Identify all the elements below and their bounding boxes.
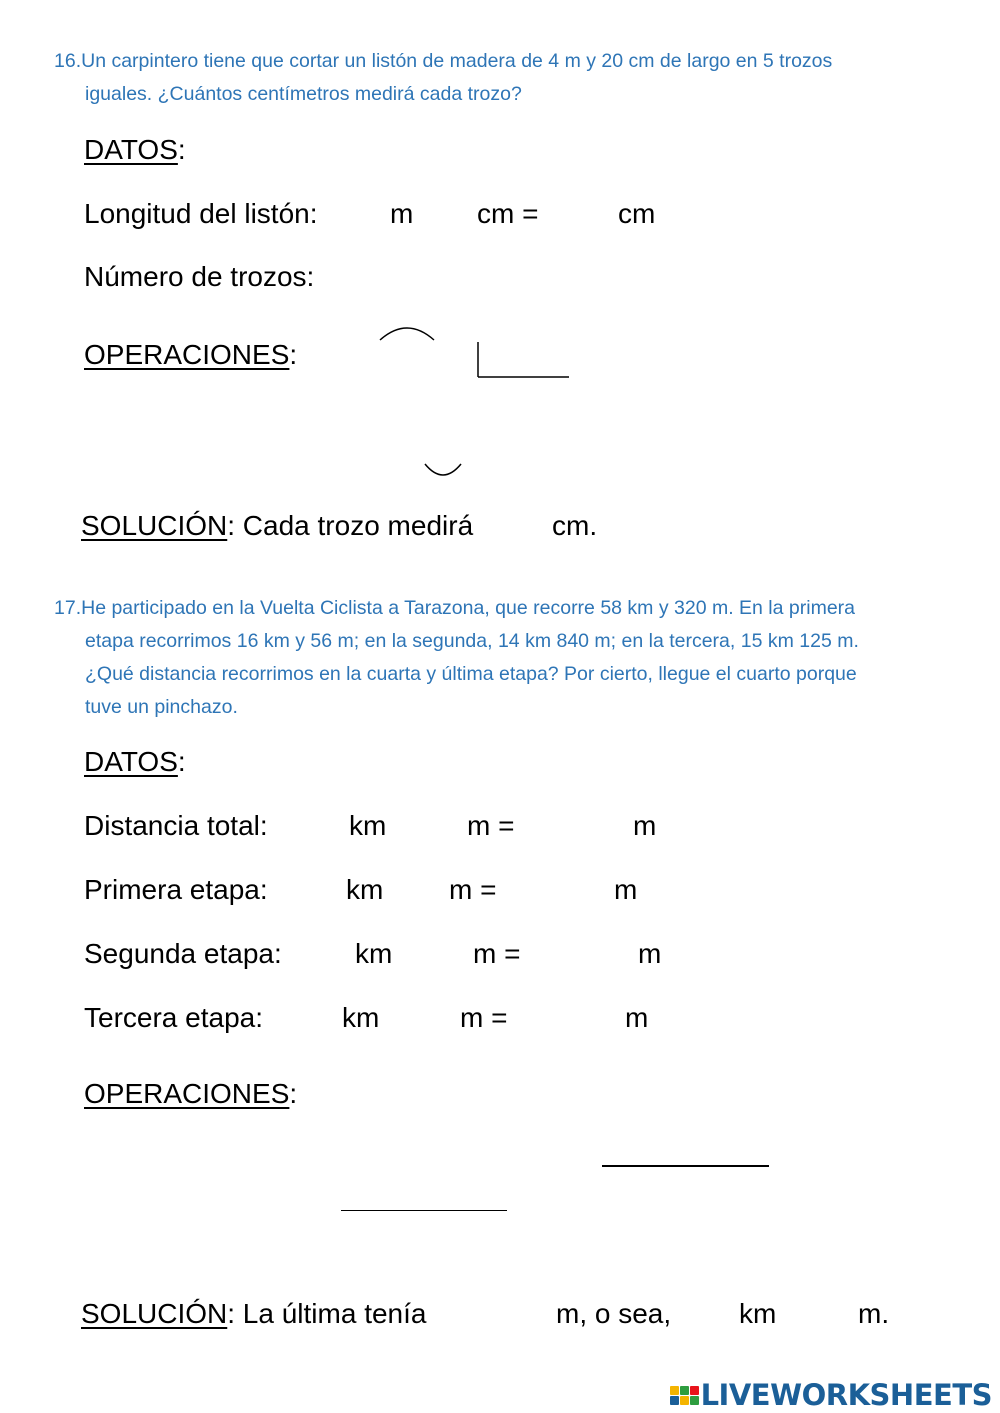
q17-row-m-eq: m =: [467, 810, 515, 841]
q17-solucion-rest-input[interactable]: [786, 1298, 852, 1332]
q17-row-m-eq: m =: [449, 874, 497, 905]
arc-top: [380, 328, 434, 340]
q16-datos-heading: [84, 134, 186, 166]
q16-solucion: [81, 510, 473, 542]
q16-trozos-label: Número de trozos:: [84, 261, 315, 292]
q17-statement: [54, 597, 855, 620]
logo-square: [690, 1396, 699, 1405]
q16-solucion-input[interactable]: [495, 510, 547, 544]
q16-solucion-unit: cm.: [552, 510, 598, 541]
q17-row-label: Segunda etapa:: [84, 938, 282, 969]
q17-row-m: m: [625, 1002, 649, 1033]
q17-row-label: Tercera etapa:: [84, 1002, 263, 1033]
q17-line4: tuve un pinchazo.: [85, 696, 238, 718]
q17-row-label: Primera etapa:: [84, 874, 268, 905]
q16-solucion-label: SOLUCIÓN: [81, 510, 228, 541]
logo-square: [670, 1396, 679, 1405]
q17-datos-heading: [84, 746, 186, 778]
logo-square: [680, 1386, 689, 1395]
q16-operaciones-label: OPERACIONES: [84, 339, 290, 370]
q17-row-km: km: [355, 938, 393, 969]
q17-row1-km-input[interactable]: [296, 810, 344, 844]
q16-longitud-total-input[interactable]: [548, 198, 614, 232]
q17-row-m-eq: m =: [473, 938, 521, 969]
q16-statement: [54, 50, 832, 73]
q16-trozos-input[interactable]: [345, 261, 425, 295]
q17-operaciones-label: OPERACIONES: [84, 1078, 290, 1109]
q16-line1: Un carpintero tiene que cortar un listón de madera de 4 m y 20 cm de largo en 5 trozos: [81, 50, 833, 72]
liveworksheets-logo: [670, 1378, 992, 1412]
q17-row4-m-input[interactable]: [389, 1002, 455, 1036]
q17-row-label: Distancia total:: [84, 810, 268, 841]
q16-number: 16.: [54, 50, 82, 72]
colon: :: [177, 134, 186, 165]
q17-solucion-mid: m, o sea,: [556, 1298, 672, 1329]
q17-solucion-km-input[interactable]: [682, 1298, 734, 1332]
q16-unit-cm-eq: cm =: [477, 198, 539, 229]
q17-row3-total-input[interactable]: [533, 938, 633, 972]
q17-row3-m-input[interactable]: [402, 938, 468, 972]
q16-operaciones-heading: [84, 339, 297, 371]
q17-row-km: km: [349, 810, 387, 841]
q17-row2-m-input[interactable]: [393, 874, 445, 908]
q16-solucion-text: : Cada trozo medirá: [227, 510, 474, 541]
q17-row-m: m: [614, 874, 638, 905]
q17-solucion-label: SOLUCIÓN: [81, 1298, 228, 1329]
q17-solucion-km: km: [739, 1298, 777, 1329]
q17-row4-km-input[interactable]: [286, 1002, 338, 1036]
q17-row1-m-input[interactable]: [396, 810, 462, 844]
q17-row-km: km: [346, 874, 384, 905]
liveworksheets-logo-icon: [670, 1386, 699, 1405]
q17-row2-km-input[interactable]: [290, 874, 342, 908]
q17-row-m-eq: m =: [460, 1002, 508, 1033]
q17-row3-km-input[interactable]: [300, 938, 350, 972]
q16-unit-cm: cm: [618, 198, 656, 229]
logo-square: [670, 1386, 679, 1395]
q16-longitud-cm-input[interactable]: [425, 198, 473, 232]
q16-longitud-label: Longitud del listón:: [84, 198, 318, 229]
logo-square: [690, 1386, 699, 1395]
logo-square: [680, 1396, 689, 1405]
q17-row2-total-input[interactable]: [508, 874, 608, 908]
colon: :: [289, 1078, 298, 1109]
q17-row-m: m: [638, 938, 662, 969]
q17-subtraction-line-right: [602, 1165, 769, 1167]
arc-bottom: [425, 464, 461, 475]
q17-solucion: [81, 1298, 426, 1330]
q17-row1-total-input[interactable]: [527, 810, 627, 844]
liveworksheets-logo-text: LIVEWORKSHEETS: [700, 1378, 992, 1412]
colon: :: [289, 339, 298, 370]
q16-unit-m: m: [390, 198, 414, 229]
q17-subtraction-line-left: [341, 1210, 507, 1211]
q17-row4-total-input[interactable]: [520, 1002, 620, 1036]
q16-division-sketch: [370, 320, 580, 485]
q17-row-m: m: [633, 810, 657, 841]
q17-solucion-m: m.: [858, 1298, 890, 1329]
colon: :: [177, 746, 186, 777]
q16-longitud-m-input[interactable]: [350, 198, 386, 232]
q16-datos-label: DATOS: [84, 134, 178, 165]
q17-solucion-m-input[interactable]: [447, 1298, 551, 1332]
q17-datos-label: DATOS: [84, 746, 178, 777]
q17-number: 17.: [54, 597, 82, 619]
q17-line3: ¿Qué distancia recorrimos en la cuarta y última etapa? Por cierto, llegue el cuarto porque: [85, 663, 857, 685]
q17-row-km: km: [342, 1002, 380, 1033]
q16-line2: iguales. ¿Cuántos centímetros medirá cada trozo?: [85, 83, 522, 105]
q17-line2: etapa recorrimos 16 km y 56 m; en la segunda, 14 km 840 m; en la tercera, 15 km 125 m.: [85, 630, 859, 652]
q17-solucion-text: : La última tenía: [227, 1298, 427, 1329]
q17-line1: He participado en la Vuelta Ciclista a Tarazona, que recorre 58 km y 320 m. En la primera: [81, 597, 855, 619]
q17-operaciones-heading: [84, 1078, 297, 1110]
